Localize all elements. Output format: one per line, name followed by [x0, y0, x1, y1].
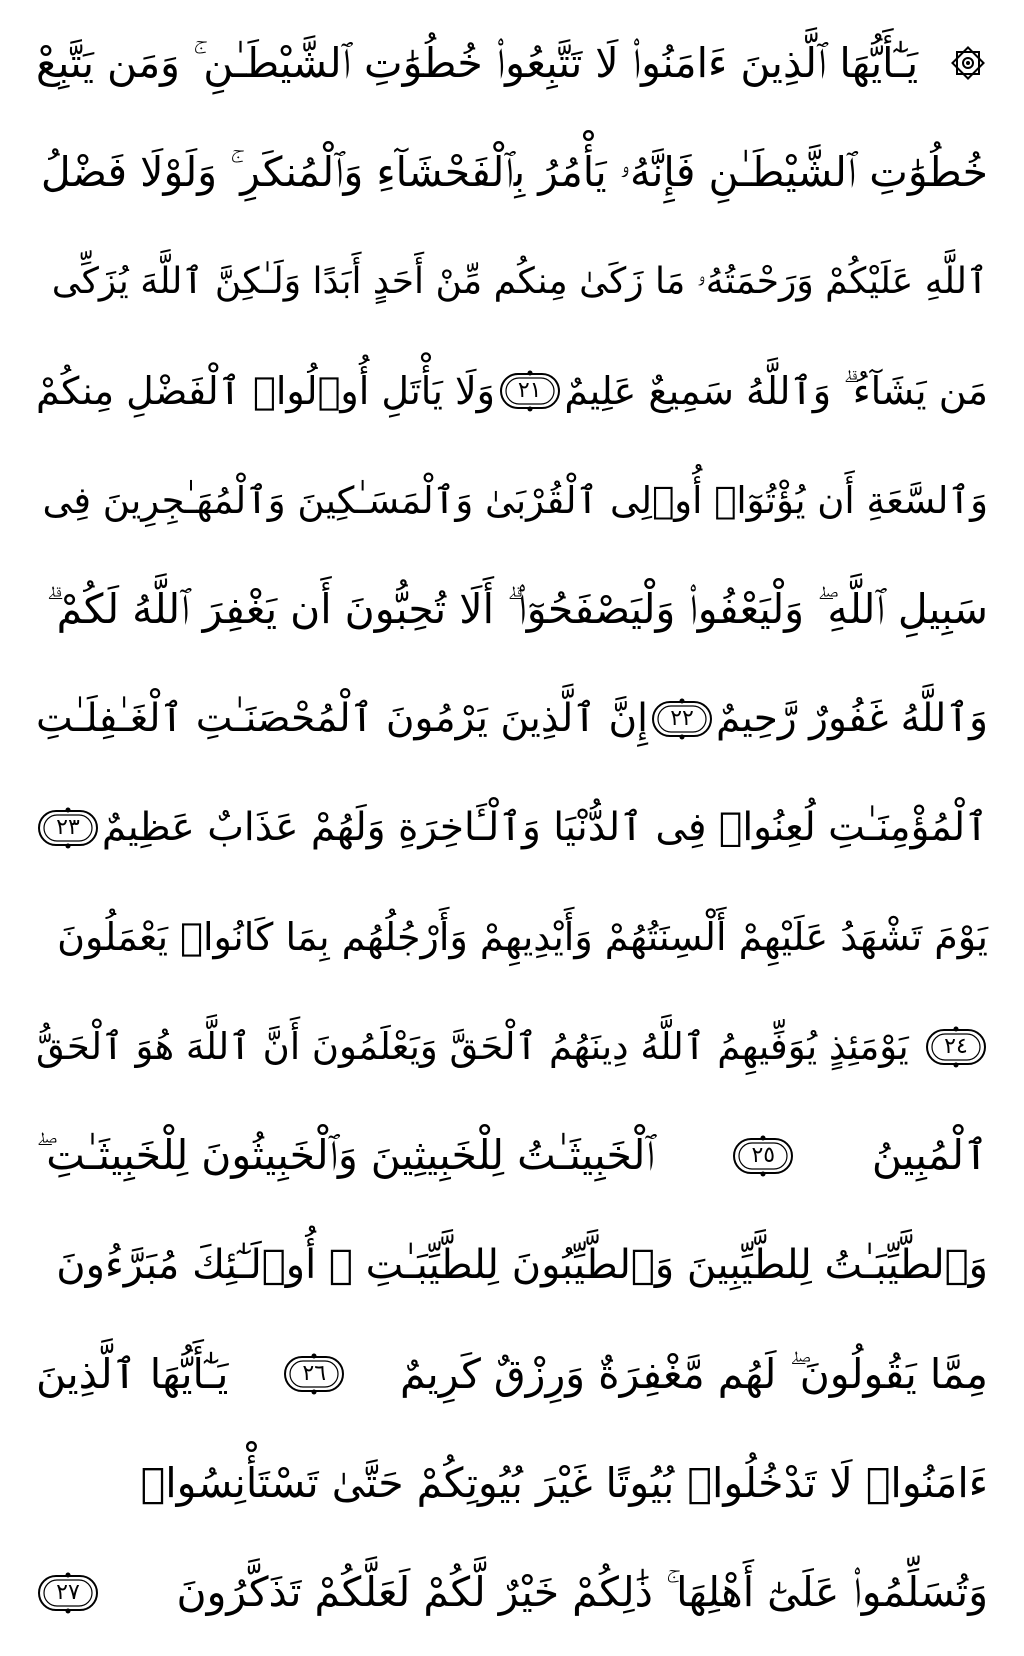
line-4-text-a: مَن يَشَآءُ ۗ وَٱللَّهُ سَمِيعٌ عَلِيمٌ — [564, 368, 988, 413]
text-line-1 — [36, 14, 988, 112]
line-6-text: سَبِيلِ ٱللَّهِ ۖ وَلْيَعْفُوا۟ وَلْيَصْفَحُوٓا۟ ۗ أَلَا تُحِبُّونَ أَن يَغْفِرَ ٱللَّهُ لَكُمْ ۗ — [46, 584, 988, 633]
line-2-text: خُطُوَٰتِ ٱلشَّيْطَـٰنِ فَإِنَّهُۥ يَأْمُرُ بِٱلْفَحْشَآءِ وَٱلْمُنكَرِ ۚ وَلَوْلَا فَضْلُ — [40, 147, 988, 196]
text-line-7 — [36, 670, 988, 768]
verse-number-21: ٢١ — [517, 377, 542, 403]
text-line-2 — [36, 123, 988, 221]
verse-end-marker-icon — [36, 806, 100, 850]
rub-el-hizb-icon — [948, 43, 988, 83]
verse-number-26: ٢٦ — [302, 1361, 327, 1387]
verse-number-22: ٢٢ — [670, 705, 694, 731]
line-14-text: ءَامَنُوا۟ لَا تَدْخُلُوا۟ بُيُوتًا غَيْرَ بُيُوتِكُمْ حَتَّىٰ تَسْتَأْنِسُوا۟ — [140, 1459, 988, 1508]
text-line-12 — [36, 1216, 988, 1314]
verse-end-marker-icon — [924, 1025, 988, 1069]
verse-end-marker-icon — [498, 369, 562, 413]
line-12-text: وَٱلطَّيِّبَـٰتُ لِلطَّيِّبِينَ وَٱلطَّيِّبُونَ لِلطَّيِّبَـٰتِ ۚ أُو۟لَـٰٓئِكَ مُبَرَّءُونَ — [56, 1242, 988, 1289]
text-line-9 — [36, 888, 988, 986]
line-15-text: وَتُسَلِّمُوا۟ عَلَىٰٓ أَهْلِهَا ۚ ذَٰلِكُمْ خَيْرٌ لَّكُمْ لَعَلَّكُمْ تَذَكَّرُونَ — [176, 1568, 988, 1617]
verse-lines — [36, 14, 988, 1642]
line-7-text-a: وَٱللَّهُ غَفُورٌ رَّحِيمٌ — [716, 696, 988, 742]
verse-number-24: ٢٤ — [944, 1033, 968, 1059]
verse-end-marker-icon — [731, 1134, 795, 1178]
line-7-text-b: إِنَّ ٱلَّذِينَ يَرْمُونَ ٱلْمُحْصَنَـٰتِ ٱلْغَـٰفِلَـٰتِ — [36, 696, 648, 742]
text-line-11 — [36, 1107, 988, 1205]
line-13-text-a: مِمَّا يَقُولُونَ ۖ لَهُم مَّغْفِرَةٌ وَرِزْقٌ كَرِيمٌ — [400, 1349, 988, 1398]
line-10-text: يَوْمَئِذٍ يُوَفِّيهِمُ ٱللَّهُ دِينَهُمُ ٱلْحَقَّ وَيَعْلَمُونَ أَنَّ ٱللَّهَ هُوَ ٱلْحَقُّ — [36, 1025, 909, 1069]
line-3-text: ٱللَّهِ عَلَيْكُمْ وَرَحْمَتُهُۥ مَا زَكَىٰ مِنكُم مِّنْ أَحَدٍ أَبَدًا وَلَـٰكِنَّ ٱللَّهَ يُزَكِّى — [51, 260, 988, 302]
text-line-13 — [36, 1325, 988, 1423]
text-line-8 — [36, 779, 988, 877]
line-1-text: يَـٰٓأَيُّهَا ٱلَّذِينَ ءَامَنُوا۟ لَا تَتَّبِعُوا۟ خُطُوَٰتِ ٱلشَّيْطَـٰنِ ۚ وَمَن يَتَّبِعْ — [36, 38, 919, 87]
verse-end-marker-icon — [650, 697, 714, 741]
text-line-6 — [36, 560, 988, 658]
verse-end-marker-icon — [36, 1571, 100, 1615]
verse-number-27: ٢٧ — [56, 1579, 80, 1605]
line-9-text: يَوْمَ تَشْهَدُ عَلَيْهِمْ أَلْسِنَتُهُمْ وَأَيْدِيهِمْ وَأَرْجُلُهُم بِمَا كَانُوا۟ يَعْمَلُونَ — [57, 915, 988, 960]
verse-number-23: ٢٣ — [56, 814, 80, 840]
line-8-text: ٱلْمُؤْمِنَـٰتِ لُعِنُوا۟ فِى ٱلدُّنْيَا وَٱلْـَٔاخِرَةِ وَلَهُمْ عَذَابٌ عَظِيمٌ — [101, 805, 988, 851]
text-line-15 — [36, 1544, 988, 1642]
text-line-14 — [36, 1435, 988, 1533]
line-5-text: وَٱلسَّعَةِ أَن يُؤْتُوٓا۟ أُو۟لِى ٱلْقُرْبَىٰ وَٱلْمَسَـٰكِينَ وَٱلْمُهَـٰجِرِينَ فِى — [42, 478, 988, 522]
text-line-5 — [36, 451, 988, 549]
text-line-10 — [36, 998, 988, 1096]
line-11-text-a: ٱلْمُبِينُ — [871, 1131, 988, 1180]
text-line-4 — [36, 342, 988, 440]
verse-number-25: ٢٥ — [751, 1142, 776, 1168]
text-line-3 — [36, 233, 988, 331]
verse-end-marker-icon — [282, 1352, 346, 1396]
line-13-text-b: يَـٰٓأَيُّهَا ٱلَّذِينَ — [36, 1349, 229, 1398]
line-11-text-b: ٱلْخَبِيثَـٰتُ لِلْخَبِيثِينَ وَٱلْخَبِيثُونَ لِلْخَبِيثَـٰتِ ۖ — [36, 1131, 655, 1180]
line-4-text-b: وَلَا يَأْتَلِ أُو۟لُوا۟ ٱلْفَضْلِ مِنكُمْ — [36, 368, 496, 413]
